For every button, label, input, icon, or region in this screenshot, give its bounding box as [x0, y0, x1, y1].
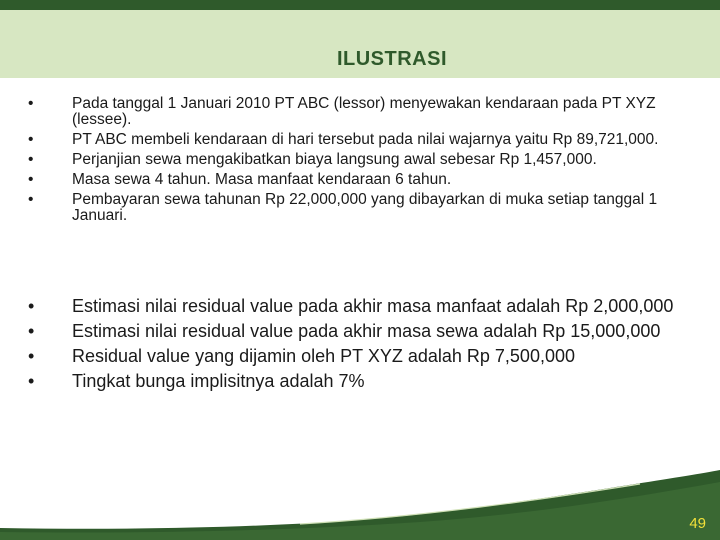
bullet-item: • Perjanjian sewa mengakibatkan biaya langsung awal sebesar Rp 1,457,000. [28, 152, 688, 168]
bullet-list-primary [28, 96, 688, 228]
bullet-item: • Masa sewa 4 tahun. Masa manfaat kendaraan 6 tahun. [28, 172, 688, 188]
bullet-item: • Estimasi nilai residual value pada akhir masa sewa adalah Rp 15,000,000 [28, 321, 688, 341]
bullet-item: • Tingkat bunga implisitnya adalah 7% [28, 371, 688, 391]
bullet-list-secondary [28, 296, 688, 396]
slide-title: ILUSTRASI [336, 48, 448, 70]
bullet-item: • Estimasi nilai residual value pada akhir masa manfaat adalah Rp 2,000,000 [28, 296, 688, 316]
bottom-wave-decoration [0, 470, 720, 540]
bullet-item: • Pembayaran sewa tahunan Rp 22,000,000 yang dibayarkan di muka setiap tanggal 1 Januari. [28, 192, 688, 224]
top-bar [0, 0, 720, 10]
title-band [0, 10, 720, 78]
bullet-item: • PT ABC membeli kendaraan di hari tersebut pada nilai wajarnya yaitu Rp 89,721,000. [28, 132, 688, 148]
bullet-item: • Pada tanggal 1 Januari 2010 PT ABC (lessor) menyewakan kendaraan pada PT XYZ (lessee). [28, 96, 688, 128]
page-number: 49 [689, 515, 706, 532]
bullet-item: • Residual value yang dijamin oleh PT XYZ adalah Rp 7,500,000 [28, 346, 688, 366]
slide-title-wrapper [0, 48, 720, 71]
